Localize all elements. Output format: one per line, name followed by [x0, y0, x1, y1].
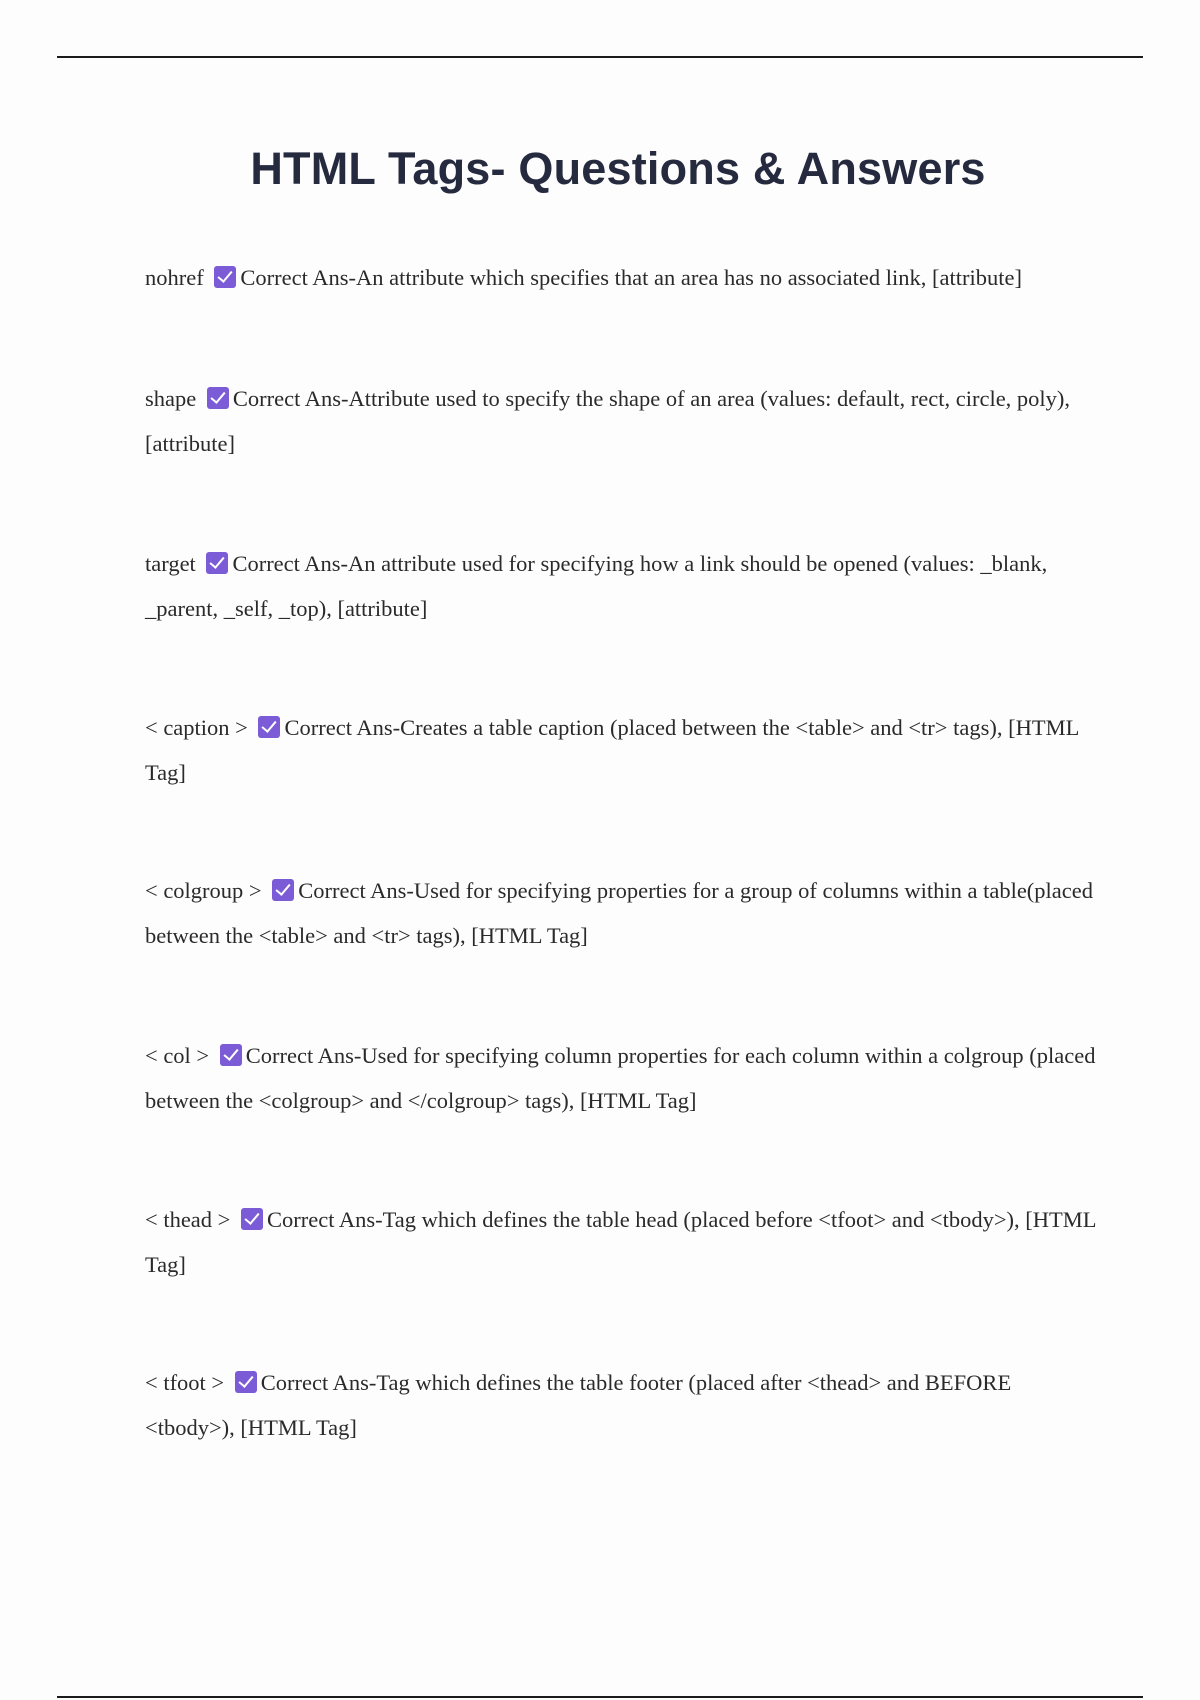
- answer-prefix: Correct Ans-: [240, 265, 356, 290]
- answer: An attribute which specifies that an area has no associated link, [attribute]: [355, 265, 1022, 290]
- top-divider: [57, 56, 1143, 58]
- checkbox-checked-icon: [214, 266, 236, 288]
- qa-entry: [145, 1033, 1105, 1123]
- checkbox-checked-icon: [207, 387, 229, 409]
- bottom-divider: [57, 1696, 1143, 1698]
- term: < tfoot >: [145, 1370, 225, 1395]
- qa-entry: [145, 705, 1105, 795]
- answer-prefix: Correct Ans-: [245, 1043, 362, 1068]
- qa-entry: [145, 1360, 1105, 1450]
- term: < col >: [145, 1043, 210, 1068]
- term: < thead >: [145, 1207, 231, 1232]
- checkbox-checked-icon: [206, 552, 228, 574]
- answer: Creates a table caption (placed between the <table> and <tr> tags), [HTML Tag]: [145, 715, 1079, 785]
- term: shape: [145, 386, 197, 411]
- answer: Used for specifying column properties for each column within a colgroup (placed between the <colgroup> and </colgroup> tags), [HTML Tag]: [145, 1043, 1096, 1113]
- answer-prefix: Correct Ans-: [232, 551, 349, 576]
- term: < colgroup >: [145, 878, 262, 903]
- term: nohref: [145, 265, 204, 290]
- qa-entry: [145, 868, 1105, 958]
- checkbox-checked-icon: [235, 1371, 257, 1393]
- answer: Tag which defines the table footer (placed after <thead> and BEFORE <tbody>), [HTML Tag]: [145, 1370, 1012, 1440]
- term: target: [145, 551, 196, 576]
- qa-entry: [145, 541, 1105, 631]
- answer: Tag which defines the table head (placed before <tfoot> and <tbody>), [HTML Tag]: [145, 1207, 1096, 1277]
- checkbox-checked-icon: [258, 716, 280, 738]
- answer-prefix: Correct Ans-: [284, 715, 401, 740]
- page-title: HTML Tags- Questions & Answers: [250, 143, 986, 194]
- answer-prefix: Correct Ans-: [266, 1207, 383, 1232]
- answer: An attribute used for specifying how a link should be opened (values: _blank, _parent, _self, _top), [attribute]: [145, 551, 1048, 621]
- checkbox-checked-icon: [220, 1044, 242, 1066]
- qa-entry: [145, 376, 1105, 466]
- answer-prefix: Correct Ans-: [298, 878, 414, 903]
- qa-entry: [145, 1197, 1105, 1287]
- qa-entry: [145, 255, 1105, 300]
- checkbox-checked-icon: [241, 1208, 263, 1230]
- checkbox-checked-icon: [272, 879, 294, 901]
- answer-prefix: Correct Ans-: [260, 1370, 377, 1395]
- term: < caption >: [145, 715, 248, 740]
- answer: Attribute used to specify the shape of an area (values: default, rect, circle, poly), [attribute]: [145, 386, 1071, 456]
- answer: Used for specifying properties for a group of columns within a table(placed between the <table> and <tr> tags), [HTML Tag]: [145, 878, 1094, 948]
- answer-prefix: Correct Ans-: [232, 386, 349, 411]
